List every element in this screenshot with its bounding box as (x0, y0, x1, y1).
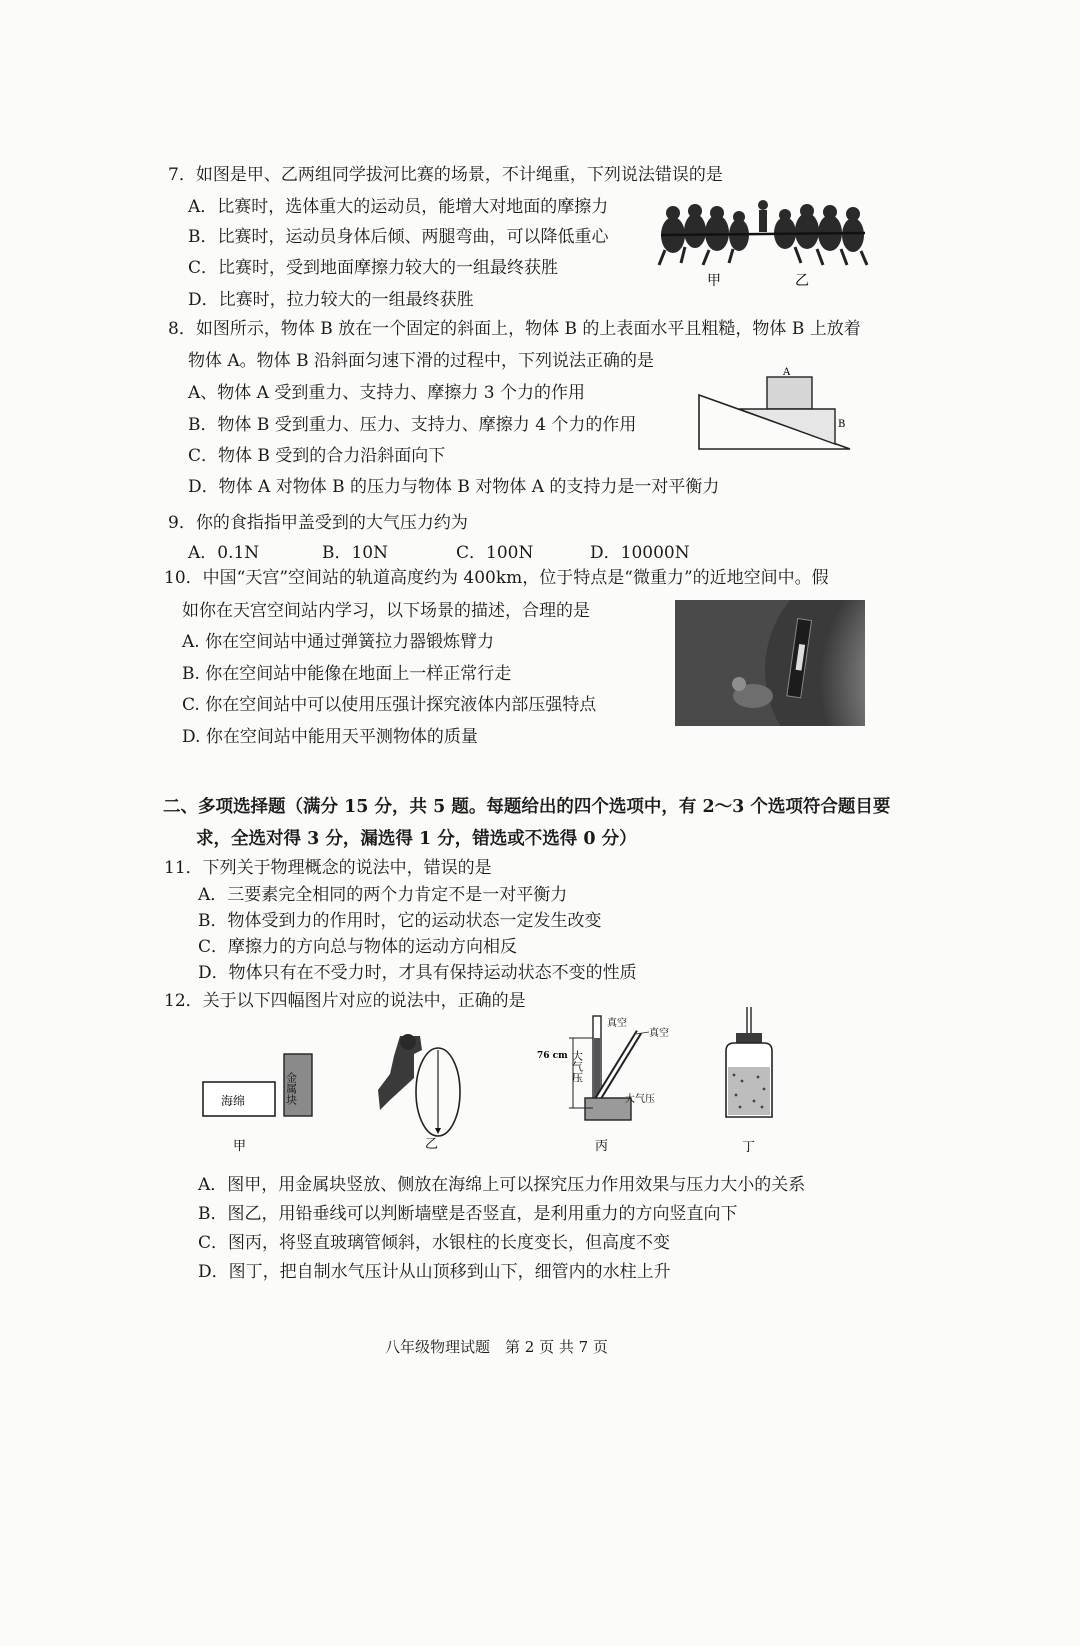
q8-fig-label-a: A (783, 367, 791, 378)
q12-option-d: D．图丁，把自制水气压计从山顶移到山下，细管内的水柱上升 (198, 1262, 671, 1282)
q12-fig-bing-vacuum1: 真空 (607, 1018, 627, 1029)
q7-option-a: A．比赛时，选体重大的运动员，能增大对地面的摩擦力 (188, 197, 609, 217)
q12-fig-bing-pressure: 大气压 (625, 1094, 655, 1105)
q9-option-b: B．10N (322, 543, 388, 563)
q12-fig-yi-caption: 乙 (425, 1137, 439, 1152)
q12-figure-bing (533, 1010, 698, 1158)
q10-option-b: B. 你在空间站中能像在地面上一样正常行走 (182, 664, 512, 684)
page-footer: 八年级物理试题 第 2 页 共 7 页 (385, 1338, 608, 1356)
incline-block-figure (695, 365, 860, 453)
q12-fig-ding-caption: 丁 (742, 1140, 756, 1155)
q11-stem: 11．下列关于物理概念的说法中，错误的是 (164, 858, 492, 878)
q10-option-a: A. 你在空间站中通过弹簧拉力器锻炼臂力 (182, 632, 495, 652)
q11-option-b: B．物体受到力的作用时，它的运动状态一定发生改变 (198, 911, 602, 931)
q12-figure-ding (718, 1005, 778, 1157)
q11-option-d: D．物体只有在不受力时，才具有保持运动状态不变的性质 (198, 963, 637, 983)
q12-fig-bing-caption: 丙 (595, 1139, 609, 1154)
space-station-photo (675, 600, 865, 726)
q12-fig-jia-caption: 甲 (233, 1139, 247, 1154)
q9-option-d: D．10000N (590, 543, 690, 563)
q8-option-c: C．物体 B 受到的合力沿斜面向下 (188, 446, 446, 466)
q8-option-d: D．物体 A 对物体 B 的压力与物体 B 对物体 A 的支持力是一对平衡力 (188, 477, 720, 497)
q8-option-a: A、物体 A 受到重力、支持力、摩擦力 3 个力的作用 (188, 383, 585, 403)
q7-option-d: D．比赛时，拉力较大的一组最终获胜 (188, 290, 474, 310)
q10-option-c: C. 你在空间站中可以使用压强计探究液体内部压强特点 (182, 695, 597, 715)
q7-stem: 7．如图是甲、乙两组同学拔河比赛的场景，不计绳重，下列说法错误的是 (168, 165, 723, 185)
q8-option-b: B．物体 B 受到重力、压力、支持力、摩擦力 4 个力的作用 (188, 415, 637, 435)
q7-fig-label-jia: 甲 (707, 273, 721, 289)
q7-fig-label-yi: 乙 (795, 273, 809, 289)
q12-fig-bing-height: 76 cm (537, 1051, 568, 1061)
q7-option-c: C．比赛时，受到地面摩擦力较大的一组最终获胜 (188, 258, 559, 278)
q12-fig-bing-vacuum2: 真空 (649, 1028, 669, 1039)
q8-stem-line2: 物体 A。物体 B 沿斜面匀速下滑的过程中，下列说法正确的是 (188, 351, 654, 371)
section2-heading-line1: 二、多项选择题（满分 15 分，共 5 题。每题给出的四个选项中，有 2～3 个选项符合题目要 (163, 797, 891, 817)
q8-stem-line1: 8．如图所示，物体 B 放在一个固定的斜面上，物体 B 的上表面水平且粗糙，物体 B 上放着 (168, 319, 861, 339)
q12-fig-bing-pressure-col: 大气压 (570, 1050, 584, 1083)
q12-option-b: B．图乙，用铅垂线可以判断墙壁是否竖直，是利用重力的方向竖直向下 (198, 1204, 738, 1224)
q12-option-a: A．图甲，用金属块竖放、侧放在海绵上可以探究压力作用效果与压力大小的关系 (198, 1175, 806, 1195)
q11-option-a: A．三要素完全相同的两个力肯定不是一对平衡力 (198, 885, 568, 905)
tug-of-war-figure (655, 195, 870, 295)
q9-option-c: C．100N (456, 543, 534, 563)
q9-option-a: A．0.1N (188, 543, 260, 563)
q12-figure-jia (195, 1050, 320, 1160)
q8-fig-label-b: B (838, 419, 846, 430)
q10-stem-line1: 10．中国“天宫”空间站的轨道高度约为 400km，位于特点是“微重力”的近地空间中。假 (164, 568, 829, 588)
q9-stem: 9．你的食指指甲盖受到的大气压力约为 (168, 513, 468, 533)
q10-stem-line2: 如你在天宫空间站内学习，以下场景的描述，合理的是 (182, 601, 590, 621)
q11-option-c: C．摩擦力的方向总与物体的运动方向相反 (198, 937, 518, 957)
q12-fig-jia-sponge: 海绵 (221, 1094, 246, 1108)
q12-stem: 12．关于以下四幅图片对应的说法中，正确的是 (164, 991, 526, 1011)
q12-option-c: C．图丙，将竖直玻璃管倾斜，水银柱的长度变长，但高度不变 (198, 1233, 671, 1253)
q7-option-b: B．比赛时，运动员身体后倾、两腿弯曲，可以降低重心 (188, 227, 609, 247)
q12-figure-yi (370, 1030, 480, 1155)
q12-fig-jia-block: 金属块 (284, 1072, 298, 1105)
section2-heading-line2: 求，全选对得 3 分，漏选得 1 分，错选或不选得 0 分） (196, 829, 637, 849)
q10-option-d: D. 你在空间站中能用天平测物体的质量 (182, 727, 478, 747)
